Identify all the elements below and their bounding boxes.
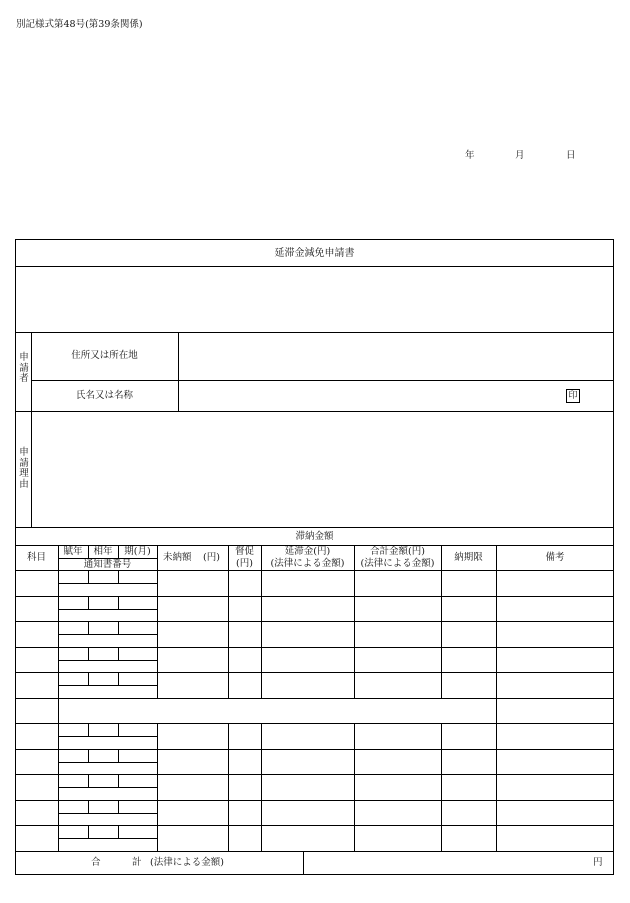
col-subdivider bbox=[118, 723, 119, 736]
col-notice-number: 通知書番号 bbox=[83, 559, 132, 570]
col-subdivider bbox=[118, 647, 119, 660]
col-subdivider bbox=[118, 800, 119, 813]
row-subdivider bbox=[58, 787, 157, 788]
seal-mark: 印 bbox=[566, 389, 580, 403]
col-subject: 科目 bbox=[26, 552, 46, 563]
row-subdivider bbox=[58, 685, 157, 686]
col-total-sub: (法律による金額) bbox=[360, 558, 435, 569]
table-row[interactable] bbox=[16, 699, 613, 723]
col-due-date: 納期限 bbox=[454, 552, 483, 563]
col-late-fee: 延滞金(円) bbox=[284, 546, 331, 557]
col-subdivider bbox=[118, 749, 119, 762]
col-subdivider bbox=[88, 596, 89, 609]
col-subdivider bbox=[118, 774, 119, 787]
col-subdivider bbox=[88, 825, 89, 838]
reason-section-label: 申請理由 bbox=[19, 447, 29, 490]
col-dunning-unit: (円) bbox=[236, 558, 253, 569]
divider bbox=[15, 527, 614, 528]
row-subdivider bbox=[58, 762, 157, 763]
col-subdivider bbox=[88, 621, 89, 634]
name-field[interactable] bbox=[179, 381, 559, 410]
address-field[interactable] bbox=[179, 333, 613, 379]
col-subdivider bbox=[118, 825, 119, 838]
col-unpaid-unit: (円) bbox=[203, 552, 220, 563]
col-subdivider bbox=[118, 672, 119, 685]
date-month-label: 月 bbox=[515, 150, 525, 161]
date-year-label: 年 bbox=[465, 150, 475, 161]
reason-field[interactable] bbox=[32, 412, 613, 526]
total-unit: 円 bbox=[593, 857, 603, 868]
date-day-label: 日 bbox=[566, 150, 576, 161]
row-subdivider bbox=[58, 634, 157, 635]
blank-area[interactable] bbox=[16, 267, 613, 332]
total-label-2: 計 bbox=[132, 857, 142, 868]
col-subdivider bbox=[88, 774, 89, 787]
total-amount-field[interactable] bbox=[304, 852, 584, 874]
row-subdivider bbox=[58, 838, 157, 839]
col-unpaid: 未納額 bbox=[163, 552, 192, 563]
col-subdivider bbox=[88, 672, 89, 685]
total-label-1: 合 bbox=[91, 857, 101, 868]
col-subdivider bbox=[88, 800, 89, 813]
total-label-3: (法律による金額) bbox=[150, 857, 224, 868]
col-subdivider bbox=[88, 647, 89, 660]
col-late-fee-sub: (法律による金額) bbox=[270, 558, 345, 569]
col-remarks: 備考 bbox=[545, 552, 565, 563]
col-subdivider bbox=[88, 570, 89, 583]
form-title: 延滞金減免申請書 bbox=[274, 248, 355, 259]
address-label: 住所又は所在地 bbox=[71, 350, 138, 361]
col-subdivider bbox=[88, 723, 89, 736]
delinquent-amount-header: 滞納金額 bbox=[295, 531, 334, 542]
row-subdivider bbox=[58, 609, 157, 610]
row-subdivider bbox=[58, 813, 157, 814]
col-period: 期(月) bbox=[124, 546, 151, 557]
col-relative-year: 相年 bbox=[93, 546, 113, 557]
col-subdivider bbox=[118, 570, 119, 583]
form-number: 別記様式第48号(第39条関係) bbox=[16, 19, 143, 30]
col-subdivider bbox=[118, 596, 119, 609]
row-subdivider bbox=[58, 660, 157, 661]
applicant-section-label: 申請者 bbox=[19, 352, 29, 384]
row-subdivider bbox=[58, 736, 157, 737]
col-subdivider bbox=[118, 621, 119, 634]
col-fiscal-year: 賦年 bbox=[63, 546, 83, 557]
col-dunning: 督促 bbox=[234, 546, 254, 557]
row-subdivider bbox=[58, 583, 157, 584]
col-total: 合計金額(円) bbox=[370, 546, 425, 557]
col-subdivider bbox=[88, 749, 89, 762]
name-label: 氏名又は名称 bbox=[75, 390, 133, 401]
